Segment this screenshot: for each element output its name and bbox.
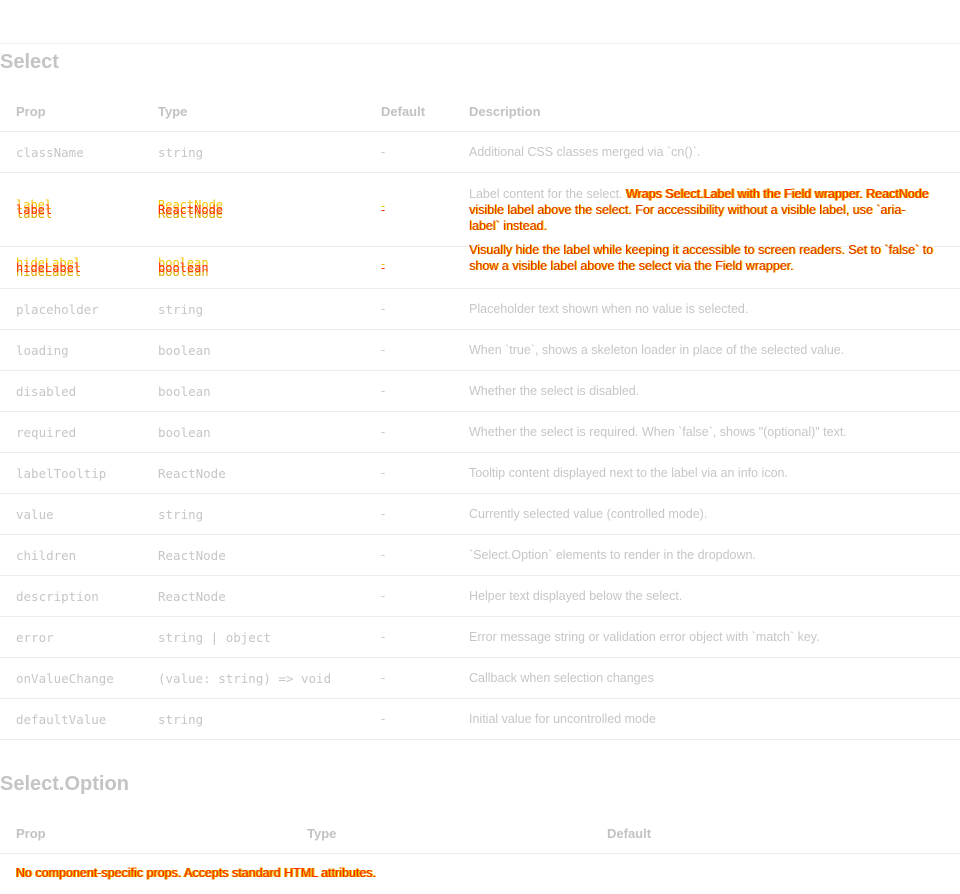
prop-type: boolean <box>158 260 209 275</box>
prop-description: Currently selected value (controlled mode). <box>453 494 960 535</box>
prop-default: - <box>365 494 453 535</box>
prop-name: value <box>0 494 142 535</box>
prop-name: description <box>0 576 142 617</box>
table-row <box>0 494 960 535</box>
label-description <box>469 186 949 202</box>
prop-description: Placeholder text shown when no value is selected. <box>453 289 960 330</box>
no-props-note: No component-specific props. Accepts standard HTML attributes. <box>16 866 377 880</box>
prop-description: When `true`, shows a skeleton loader in place of the selected value. <box>453 330 960 371</box>
prop-default: - <box>365 699 453 740</box>
prop-name: error <box>0 617 142 658</box>
prop-name: loading <box>0 330 142 371</box>
prop-name: placeholder <box>0 289 142 330</box>
table-row <box>0 453 960 494</box>
column-header-default: Default <box>365 91 453 132</box>
prop-name: className <box>0 132 142 173</box>
prop-name-cell <box>0 247 142 289</box>
prop-default: - <box>365 453 453 494</box>
prop-name-cell <box>0 173 142 247</box>
prop-default: - <box>365 576 453 617</box>
prop-name: label <box>16 202 53 217</box>
prop-default: - <box>365 658 453 699</box>
table-row <box>0 412 960 453</box>
prop-name: onValueChange <box>0 658 142 699</box>
prop-type: string <box>142 699 365 740</box>
prop-name: labelTooltip <box>0 453 142 494</box>
table-row <box>0 576 960 617</box>
table-header-row <box>0 91 960 132</box>
prop-description: Whether the select is required. When `false`, shows "(optional)" text. <box>453 412 960 453</box>
prop-type: ReactNode <box>142 576 365 617</box>
table-row <box>0 658 960 699</box>
prop-default: - <box>365 132 453 173</box>
section-title-select: Select <box>0 51 59 73</box>
prop-description: Initial value for uncontrolled mode <box>453 699 960 740</box>
prop-name: required <box>0 412 142 453</box>
prop-type: string <box>142 132 365 173</box>
prop-type: string <box>142 289 365 330</box>
prop-type: string | object <box>142 617 365 658</box>
table-header-row <box>0 813 960 854</box>
prop-default-cell <box>365 247 453 289</box>
prop-description: Whether the select is disabled. <box>453 371 960 412</box>
prop-type: string <box>142 494 365 535</box>
prop-type-cell <box>142 247 365 289</box>
column-header-type: Type <box>291 813 591 854</box>
prop-default: - <box>365 535 453 576</box>
prop-description: `Select.Option` elements to render in the dropdown. <box>453 535 960 576</box>
prop-default: - <box>365 412 453 453</box>
prop-type: boolean <box>142 330 365 371</box>
column-header-prop: Prop <box>0 813 291 854</box>
prop-name: defaultValue <box>0 699 142 740</box>
table-row <box>0 617 960 658</box>
prop-name: children <box>0 535 142 576</box>
label-description-overlap: Wraps Select.Label with the Field wrapper. ReactNode <box>626 187 929 201</box>
label-description-continued: visible label above the select. For accessibility without a visible label, use `aria-label` instead. <box>469 203 906 233</box>
prop-type: ReactNode <box>158 202 224 217</box>
table-row <box>0 699 960 740</box>
prop-type-cell <box>142 173 365 247</box>
prop-type: boolean <box>142 412 365 453</box>
prop-default: - <box>365 371 453 412</box>
column-header-description: Description <box>453 91 960 132</box>
column-header-prop: Prop <box>0 91 142 132</box>
top-divider <box>0 43 960 44</box>
prop-type: (value: string) => void <box>142 658 365 699</box>
table-row <box>0 371 960 412</box>
prop-default: - <box>365 617 453 658</box>
table-row <box>0 289 960 330</box>
prop-default-cell <box>365 173 453 247</box>
prop-default: - <box>381 260 386 275</box>
prop-default: - <box>365 330 453 371</box>
table-row <box>0 132 960 173</box>
table-row <box>0 330 960 371</box>
prop-type: ReactNode <box>142 453 365 494</box>
column-header-type: Type <box>142 91 365 132</box>
prop-type: ReactNode <box>142 535 365 576</box>
prop-type: boolean <box>142 371 365 412</box>
prop-description: Error message string or validation error object with `match` key. <box>453 617 960 658</box>
section-title-select-option: Select.Option <box>0 773 129 795</box>
prop-description: Helper text displayed below the select. <box>453 576 960 617</box>
prop-default: - <box>381 202 386 217</box>
column-header-default: Default <box>591 813 960 854</box>
hide-label-description: Visually hide the label while keeping it accessible to screen readers. Set to `false` to show a visible label above the select via the Field wrapper. <box>469 243 933 273</box>
prop-default: - <box>365 289 453 330</box>
prop-description: Additional CSS classes merged via `cn()`. <box>453 132 960 173</box>
prop-description: Callback when selection changes <box>453 658 960 699</box>
prop-name: hideLabel <box>16 260 82 275</box>
label-description-lead: Label content for the select. <box>469 187 623 201</box>
table-row <box>0 535 960 576</box>
prop-name: disabled <box>0 371 142 412</box>
prop-description: Tooltip content displayed next to the label via an info icon. <box>453 453 960 494</box>
props-table-select-option <box>0 813 960 854</box>
